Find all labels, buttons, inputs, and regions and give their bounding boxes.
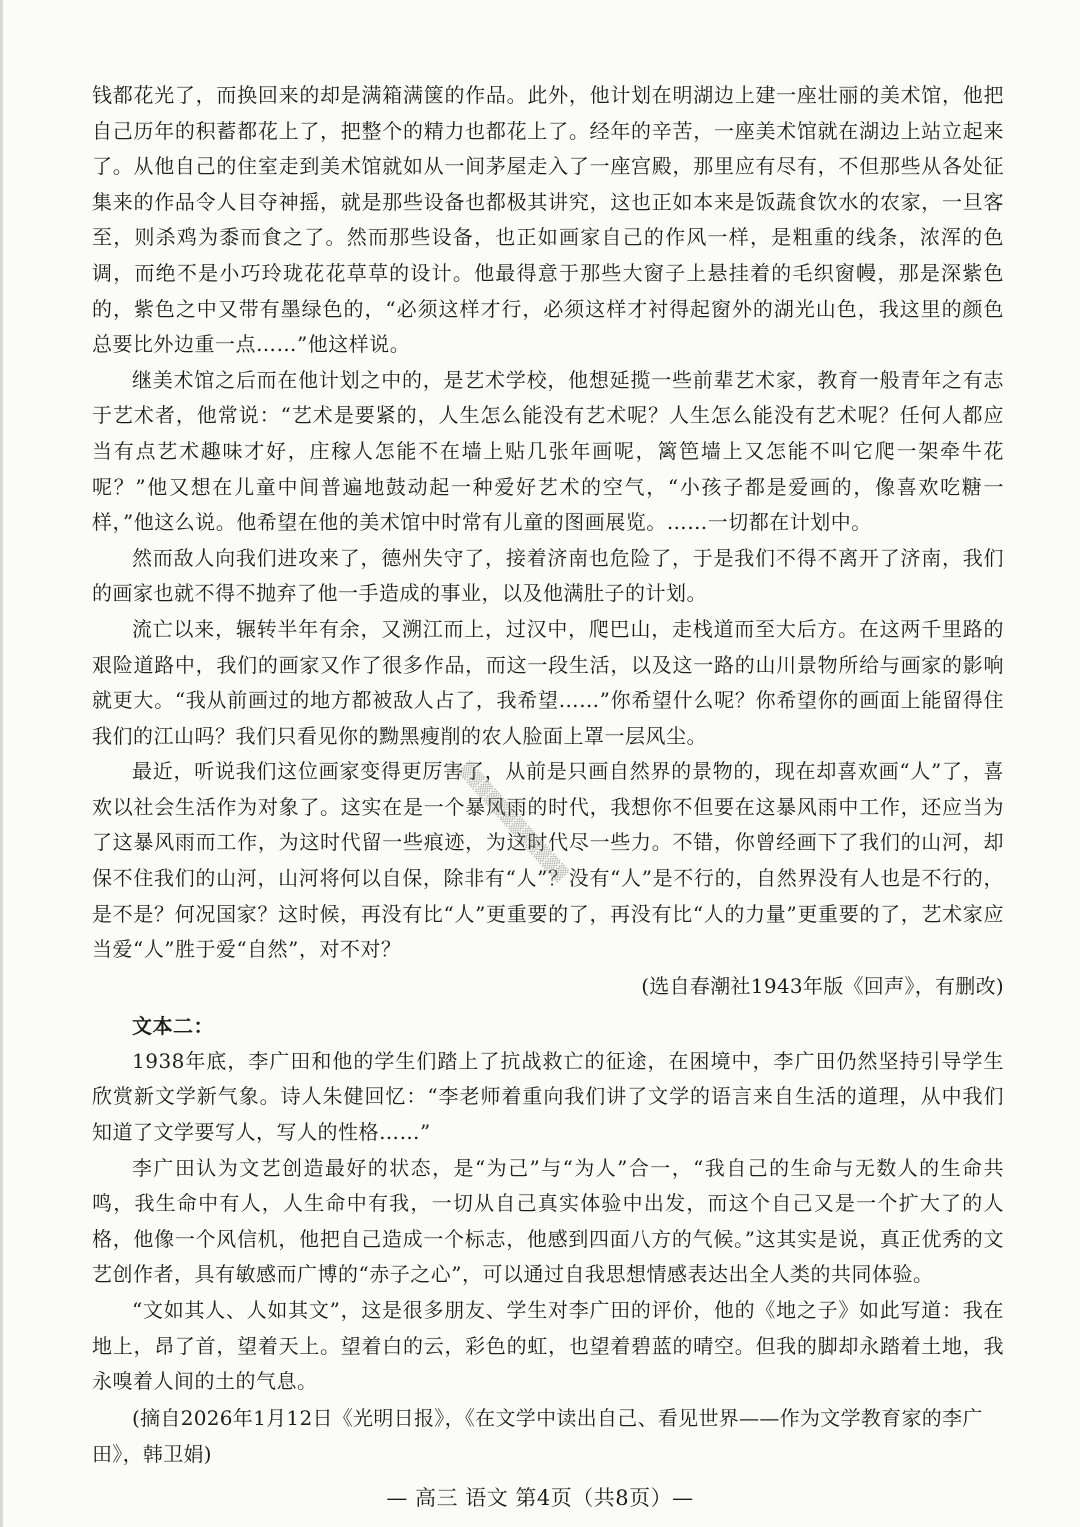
- text1-paragraph-2: 继美术馆之后而在他计划之中的，是艺术学校，他想延揽一些前辈艺术家，教育一般青年之有志于艺术者，他常说：“艺术是要紧的，人生怎么能没有艺术呢？人生怎么能没有艺术呢？任何人都应当有点艺术趣味才好，庄稼人怎能不在墙上贴几张年画呢，篱笆墙上又怎能不叫它爬一架牵牛花呢？”他又想在儿童中间普遍地鼓动起一种爱好艺术的空气，“小孩子都是爱画的，像喜欢吃糖一样，”他这么说。他希望在他的美术馆中时常有儿童的图画展览。……一切都在计划中。: [92, 367, 1004, 535]
- text1-source: (选自春潮社1943年版《回声》，有删改): [641, 973, 1004, 998]
- text2-paragraph-3: “文如其人、人如其文”，这是很多朋友、学生对李广田的评价，他的《地之子》如此写道：我在地上，昂了首，望着天上。望着白的云，彩色的虹，也望着碧蓝的晴空。但我的脚却永踏着土地，我永嗅着人间的土的气息。: [92, 1298, 1004, 1394]
- page-edge: [0, 0, 3, 1527]
- text2-paragraph-1: 1938年底，李广田和他的学生们踏上了抗战救亡的征途，在困境中，李广田仍然坚持引导学生欣赏新文学新气象。诗人朱健回忆：“李老师着重向我们讲了文学的语言来自生活的道理，从中我们知道了文学要写人，写人的性格……”: [92, 1048, 1004, 1145]
- text2-source: (摘自2026年1月12日《光明日报》，《在文学中读出自己、看见世界——作为文学教育家的李广田》，韩卫娟): [92, 1405, 983, 1466]
- text2-title: 文本二：: [132, 1013, 214, 1038]
- watermark: ▒▒▒▒▒▒▒▒▒▒▒▒: [456, 760, 571, 884]
- page-footer: — 高三 语文 第4页（共8页）—: [386, 1486, 694, 1510]
- text1-paragraph-4: 流亡以来，辗转半年有余，又溯江而上，过汉中，爬巴山，走栈道而至大后方。在这两千里路的艰险道路中，我们的画家又作了很多作品，而这一段生活，以及这一路的山川景物所给与画家的影响就更大。“我从前画过的地方都被敌人占了，我希望……”你希望什么呢？你希望你的画面上能留得住我们的江山吗？我们只看见你的黝黑瘦削的农人脸面上罩一层风尘。: [92, 616, 1004, 748]
- text1-paragraph-3: 然而敌人向我们进攻来了，德州失守了，接着济南也危险了，于是我们不得不离开了济南，我们的画家也就不得不抛弃了他一手造成的事业，以及他满肚子的计划。: [92, 545, 1004, 606]
- text2-paragraph-2: 李广田认为文艺创造最好的状态，是“为己”与“为人”合一，“我自己的生命与无数人的生命共鸣，我生命中有人，人生命中有我，一切从自己真实体验中出发，而这个自己又是一个扩大了的人格，他像一个风信机，他把自己造成一个标志，他感到四面八方的气候。”这其实是说，真正优秀的文艺创作者，具有敏感而广博的“赤子之心”，可以通过自我思想情感表达出全人类的共同体验。: [92, 1155, 1004, 1287]
- text1-paragraph-5: 最近，听说我们这位画家变得更厉害了，从前是只画自然界的景物的，现在却喜欢画“人”了，喜欢以社会生活作为对象了。这实在是一个暴风雨的时代，我想你不但要在这暴风雨中工作，还应当为了这暴风雨而工作，为这时代留一些痕迹，为这时代尽一些力。不错，你曾经画下了我们的山河，却保不住我们的山河，山河将何以自保，除非有“人”？没有“人”是不行的，自然界没有人也是不行的，是不是？何况国家？这时候，再没有比“人”更重要的了，再没有比“人的力量”更重要的了，艺术家应当爱“人”胜于爱“自然”，对不对？: [92, 759, 1004, 962]
- exam-page: [92, 78, 1004, 1472]
- text1-paragraph-1: 钱都花光了，而换回来的却是满箱满箧的作品。此外，他计划在明湖边上建一座壮丽的美术馆，他把自己历年的积蓄都花上了，把整个的精力也都花上了。经年的辛苦，一座美术馆就在湖边上站立起来了。从他自己的住室走到美术馆就如从一间茅屋走入了一座宫殿，那里应有尽有，不但那些从各处征集来的作品令人目夺神摇，就是那些设备也都极其讲究，这也正如本来是饭蔬食饮水的农家，一旦客至，则杀鸡为黍而食之了。然而那些设备，也正如画家自己的作风一样，是粗重的线条，浓浑的色调，而绝不是小巧玲珑花花草草的设计。他最得意于那些大窗子上悬挂着的毛织窗幔，那是深紫色的，紫色之中又带有墨绿色的，“必须这样才行，必须这样才衬得起窗外的湖光山色，我这里的颜色总要比外边重一点……”他这样说。: [92, 83, 1004, 357]
